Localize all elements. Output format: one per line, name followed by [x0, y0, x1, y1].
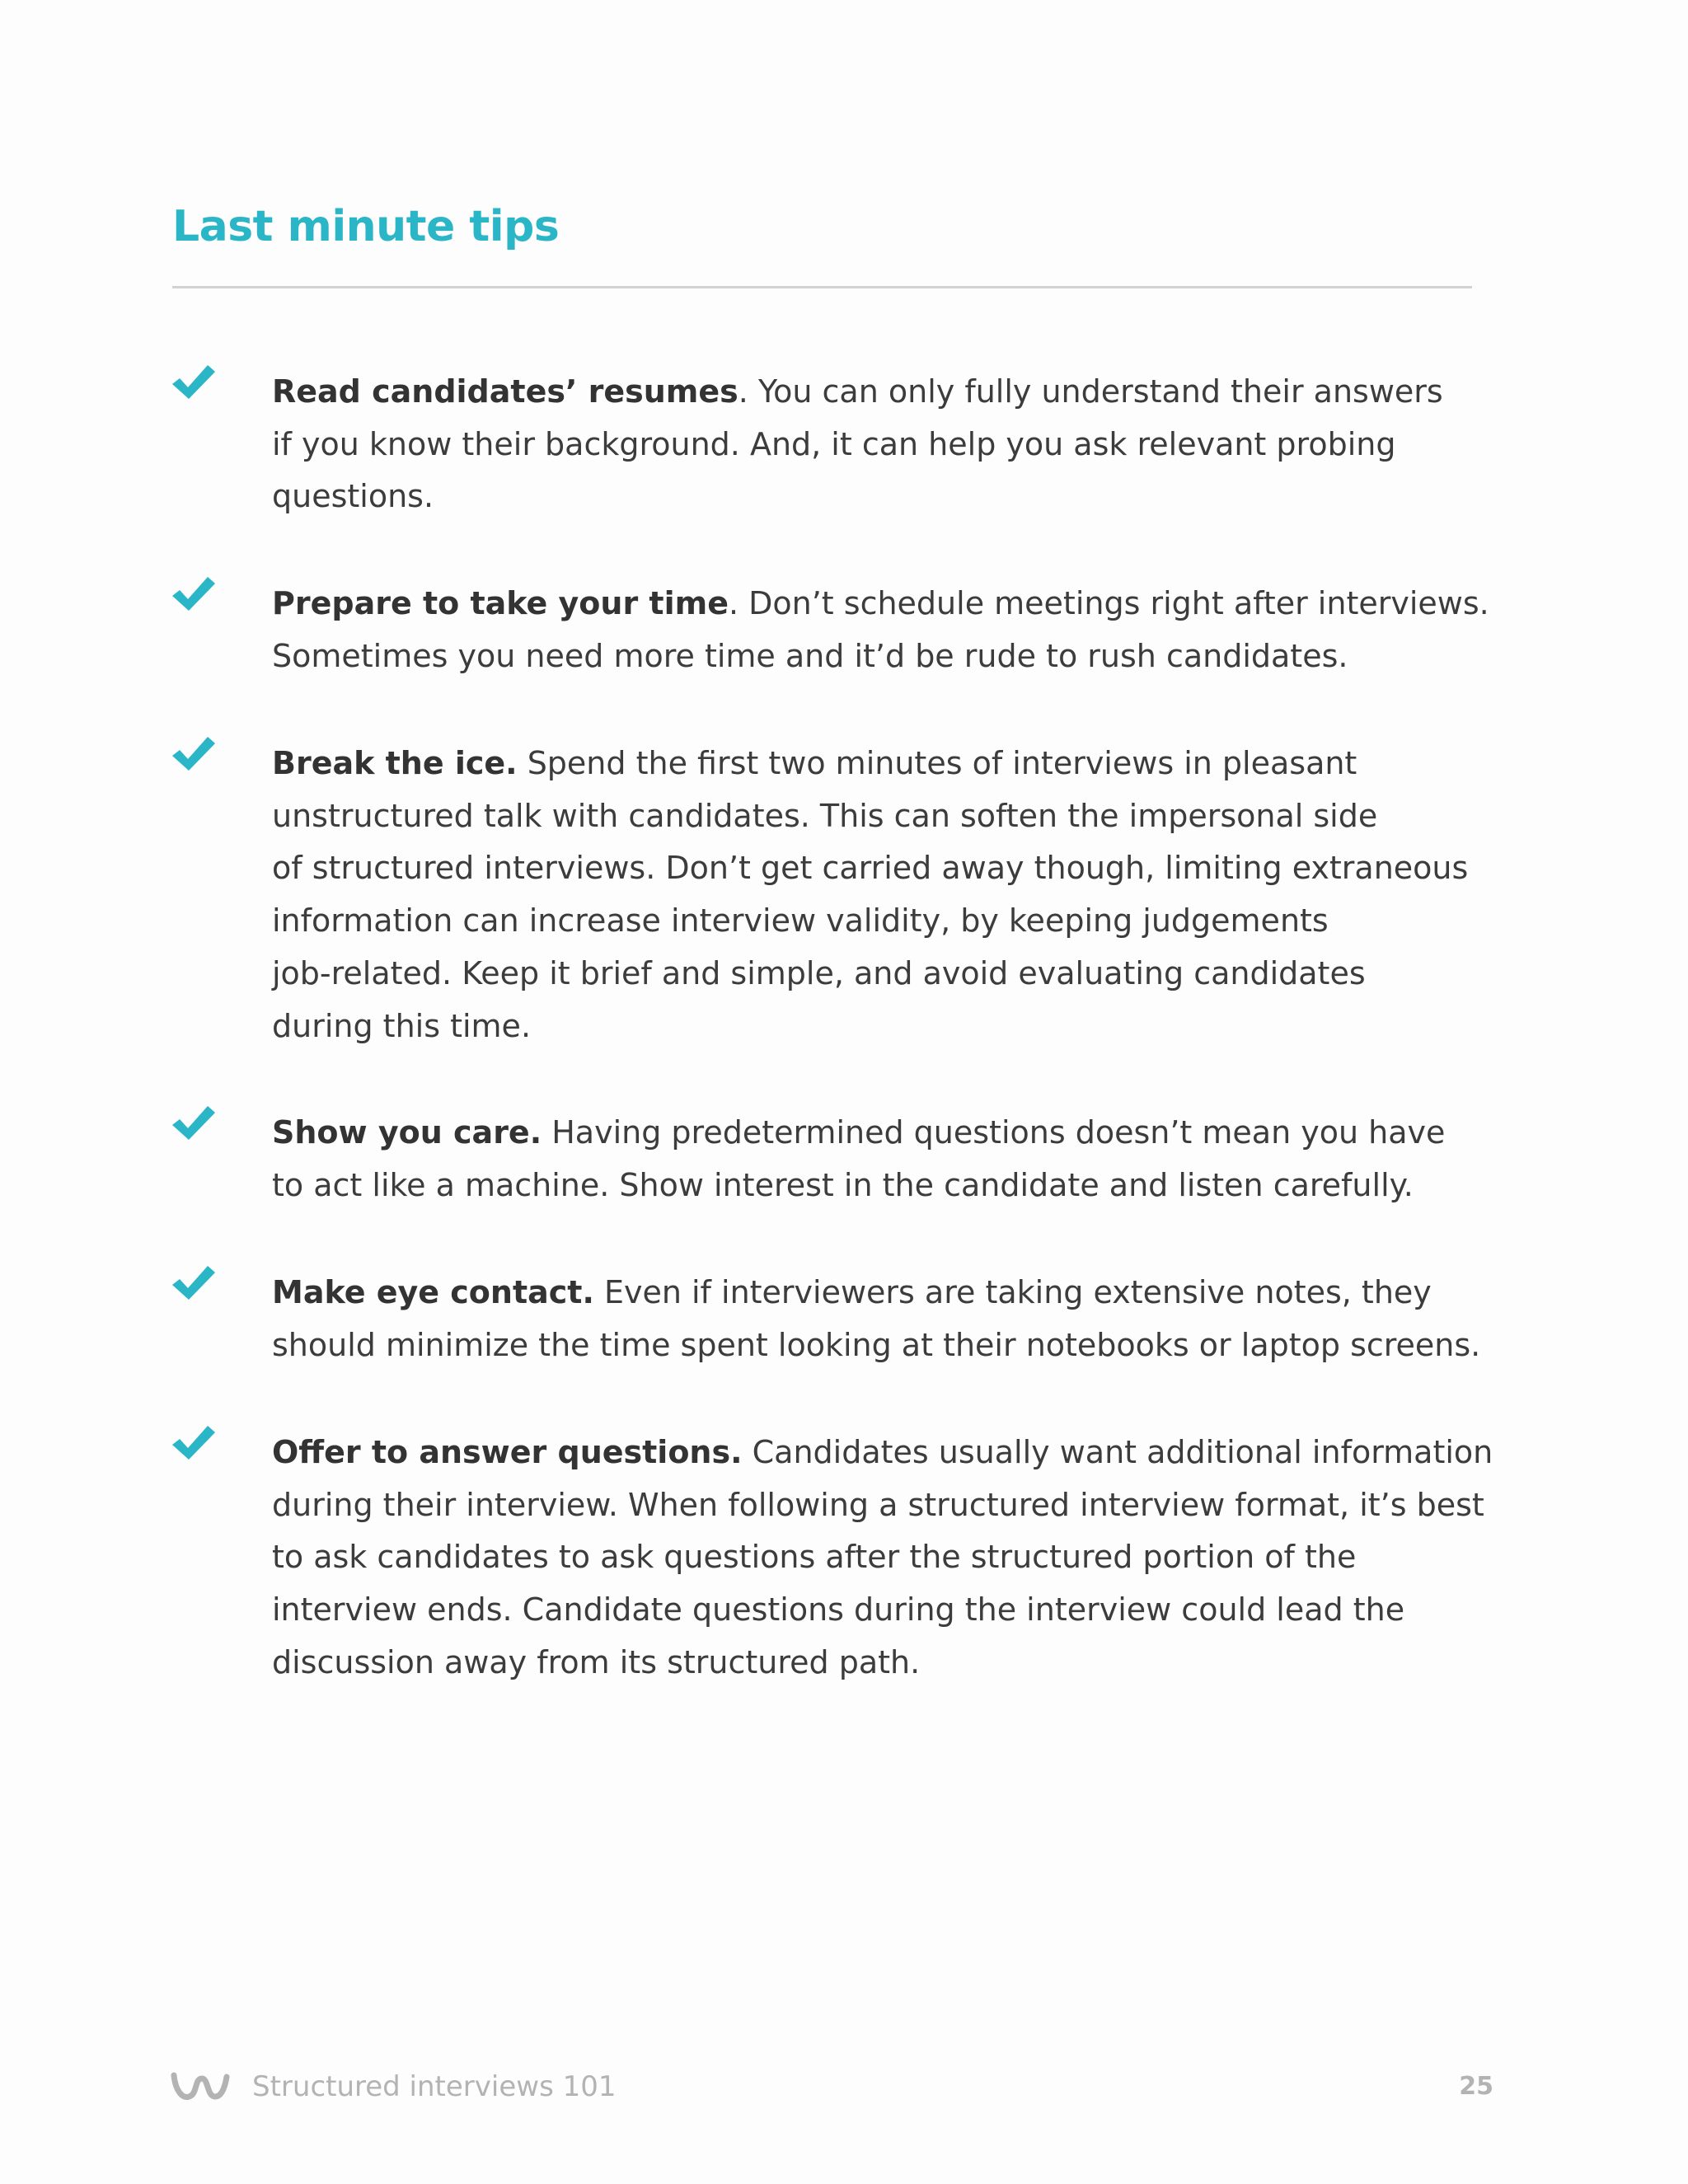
- tip-body-line: of structured interviews. Don’t get carried away though, limiting extraneous: [272, 850, 1469, 887]
- tip-body-line: during this time.: [272, 1007, 532, 1044]
- tip-text: [272, 738, 1475, 1052]
- tip-body-line: discussion away from its structured path.: [272, 1643, 921, 1680]
- tip-text: [272, 1107, 1475, 1212]
- checkmark-icon: [171, 734, 217, 774]
- page-title: Last minute tips: [172, 202, 560, 251]
- tip-body-line: . You can only fully understand their answers: [738, 373, 1443, 410]
- tip-text: [272, 1427, 1493, 1690]
- tip-body-line: information can increase interview validity, by keeping judgements: [272, 902, 1329, 940]
- tip-body-line: Sometimes you need more time and it’d be rude to rush candidates.: [272, 637, 1348, 674]
- tip-lead: Offer to answer questions.: [272, 1434, 743, 1470]
- checkmark-icon: [171, 574, 217, 614]
- tip-body-line: to act like a machine. Show interest in the candidate and listen carefully.: [272, 1166, 1414, 1203]
- tip-body-line: interview ends. Candidate questions during the interview could lead the: [272, 1591, 1405, 1629]
- tip-body-line: Even if interviewers are taking extensive notes, they: [593, 1274, 1432, 1310]
- tip-body-line: . Don’t schedule meetings right after interviews.: [728, 585, 1489, 621]
- tip-lead: Make eye contact.: [272, 1274, 594, 1310]
- tip-body-line: if you know their background. And, it can help you ask relevant probing: [272, 425, 1396, 462]
- tip-body-line: Having predetermined questions doesn’t mean you have: [542, 1114, 1446, 1151]
- checkmark-icon: [171, 1104, 217, 1143]
- checkmark-icon: [171, 1263, 217, 1303]
- tip-body-line: unstructured talk with candidates. This can soften the impersonal side: [272, 797, 1378, 834]
- checkmark-icon: [171, 363, 217, 402]
- tip-text: [272, 366, 1475, 523]
- tip-body-line: Candidates usually want additional information: [742, 1434, 1493, 1470]
- workable-logo-icon: [171, 2070, 230, 2107]
- tip-body-line: questions.: [272, 478, 434, 515]
- tip-lead: Break the ice.: [272, 745, 518, 781]
- tip-body-line: Spend the first two minutes of interviews in pleasant: [517, 745, 1357, 781]
- tip-body-line: during their interview. When following a structured interview format, it’s best: [272, 1486, 1484, 1523]
- footer-page-number: 25: [1459, 2072, 1493, 2101]
- checkmark-icon: [171, 1423, 217, 1463]
- tip-body-line: to ask candidates to ask questions after the structured portion of the: [272, 1539, 1357, 1576]
- tip-body-line: should minimize the time spent looking at their notebooks or laptop screens.: [272, 1326, 1481, 1363]
- tip-lead: Prepare to take your time: [272, 585, 729, 621]
- tip-body-line: job-related. Keep it brief and simple, and avoid evaluating candidates: [272, 954, 1366, 991]
- footer-document-title: Structured interviews 101: [252, 2070, 617, 2103]
- tip-text: [272, 578, 1489, 682]
- tip-lead: Read candidates’ resumes: [272, 373, 738, 410]
- tip-text: [272, 1267, 1481, 1371]
- tip-lead: Show you care.: [272, 1114, 542, 1151]
